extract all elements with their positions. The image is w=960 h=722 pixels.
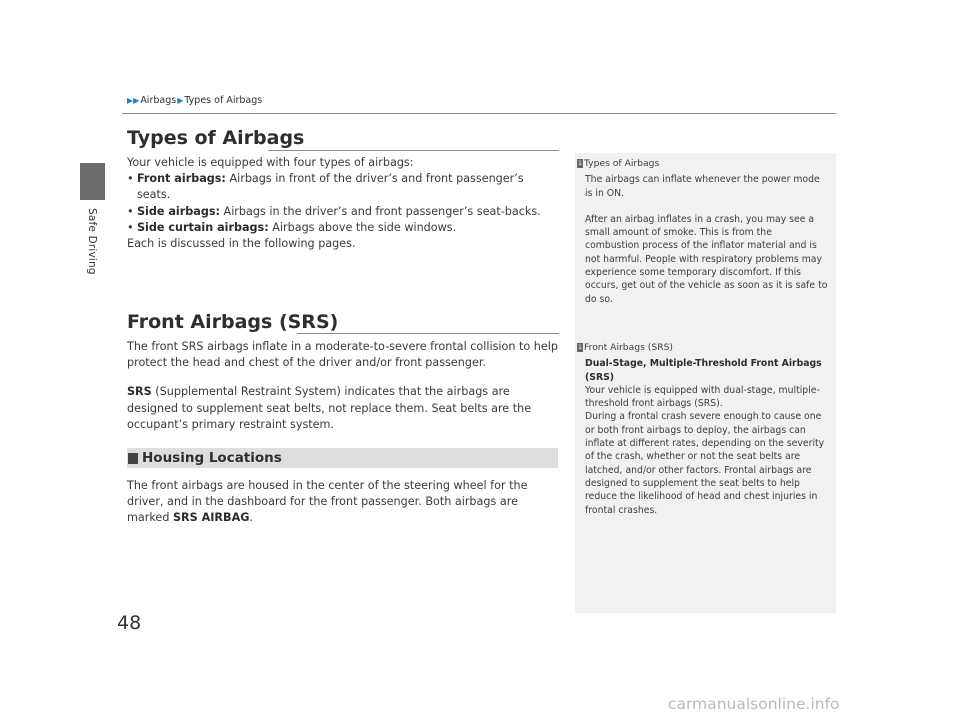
front-airbags-body <box>127 339 559 433</box>
bullet-front: • Front airbags: Airbags in front of the driver’s and front passenger’s seats. <box>127 172 524 202</box>
breadcrumb <box>127 95 262 106</box>
title-rule <box>297 333 559 334</box>
note-title-row <box>577 157 829 170</box>
note-para: After an airbag inflates in a crash, you may see a small amount of smoke. This is from the combustion process of the inflator material and is not harmful. People with respiratory problems may experience some temporary discomfort. If this occurs, get out of the vehicle as soon as it is safe to do so. <box>585 213 828 305</box>
note-heading: Dual-Stage, Multiple-Threshold Front Airbags (SRS) <box>585 358 822 383</box>
section-title-front: Front Airbags (SRS) <box>127 311 339 333</box>
types-intro <box>127 155 559 252</box>
note-ref-icon: 1 <box>578 160 582 168</box>
section-tab <box>80 163 105 200</box>
note-front <box>575 341 829 517</box>
srs-text: (Supplemental Restraint System) indicates that the airbags are designed to supplement seat belts, not replace them. Seat belts are the occupant’s primary restraint system. <box>127 385 532 431</box>
bullet-curtain: • Side curtain airbags: Airbags above the side windows. <box>127 220 457 234</box>
front-para-1: The front SRS airbags inflate in a moderate-to-severe frontal collision to help protect the head and chest of the driver and/or front passenger. <box>127 340 558 370</box>
watermark: carmanualsonline.info <box>668 695 840 713</box>
housing-end: . <box>249 511 253 525</box>
subsection-bar <box>127 448 558 468</box>
srs-term: SRS <box>127 385 152 399</box>
housing-para <box>127 478 559 527</box>
bullet-side: • Side airbags: Airbags in the driver’s and front passenger’s seat-backs. <box>127 204 541 218</box>
housing-body <box>127 478 559 527</box>
page-number: 48 <box>117 612 142 634</box>
header-rule <box>122 113 836 114</box>
bullet-term: Side airbags: <box>137 204 220 218</box>
note-title[interactable]: Front Airbags (SRS) <box>584 342 673 353</box>
bullet-text: Airbags in front of the driver’s and front passenger’s seats. <box>136 172 524 202</box>
note-para: The airbags can inflate whenever the power mode is in ON. <box>585 174 820 199</box>
breadcrumb-item-airbags[interactable]: Airbags <box>140 95 177 106</box>
note-body <box>585 357 829 517</box>
housing-text: The front airbags are housed in the center of the steering wheel for the driver, and in the dashboard for the front passenger. Both airbags are marked <box>127 479 528 525</box>
note-ref-icon: 1 <box>578 344 582 352</box>
note-body <box>585 173 829 306</box>
note-para: Your vehicle is equipped with dual-stage, multiple-threshold front airbags (SRS). <box>585 384 820 410</box>
bullet-text: Airbags above the side windows. <box>268 220 457 234</box>
subsection-title: Housing Locations <box>142 450 282 466</box>
outro-text: Each is discussed in the following pages. <box>127 237 356 251</box>
section-side-label: Safe Driving <box>86 208 98 275</box>
section-title-types: Types of Airbags <box>127 127 305 149</box>
square-bullet-icon <box>128 453 138 464</box>
bullet-term: Front airbags: <box>136 172 226 186</box>
bullet-text: Airbags in the driver’s and front passenger’s seat-backs. <box>219 204 541 218</box>
front-para-2 <box>127 384 559 433</box>
note-title-row <box>577 341 829 354</box>
note-types <box>575 157 829 306</box>
bullet-term: Side curtain airbags: <box>137 220 269 234</box>
note-para: During a frontal crash severe enough to cause one or both front airbags to deploy, the airbags can inflate at different rates, depending on the severity of the crash, whether or not the seat belts are latched, and/or other factors. Frontal airbags are designed to supplement the seat belts to help reduce the likelihood of head and chest injuries in frontal crashes. <box>585 411 825 516</box>
note-title[interactable]: Types of Airbags <box>584 158 660 169</box>
intro-text: Your vehicle is equipped with four types of airbags: <box>127 156 414 169</box>
srs-airbag-term: SRS AIRBAG <box>172 511 250 525</box>
breadcrumb-item-types[interactable]: Types of Airbags <box>184 95 263 106</box>
breadcrumb-arrow-icon: ▶▶ <box>127 96 140 105</box>
breadcrumb-arrow-icon: ▶ <box>177 96 184 105</box>
title-rule <box>268 150 559 151</box>
